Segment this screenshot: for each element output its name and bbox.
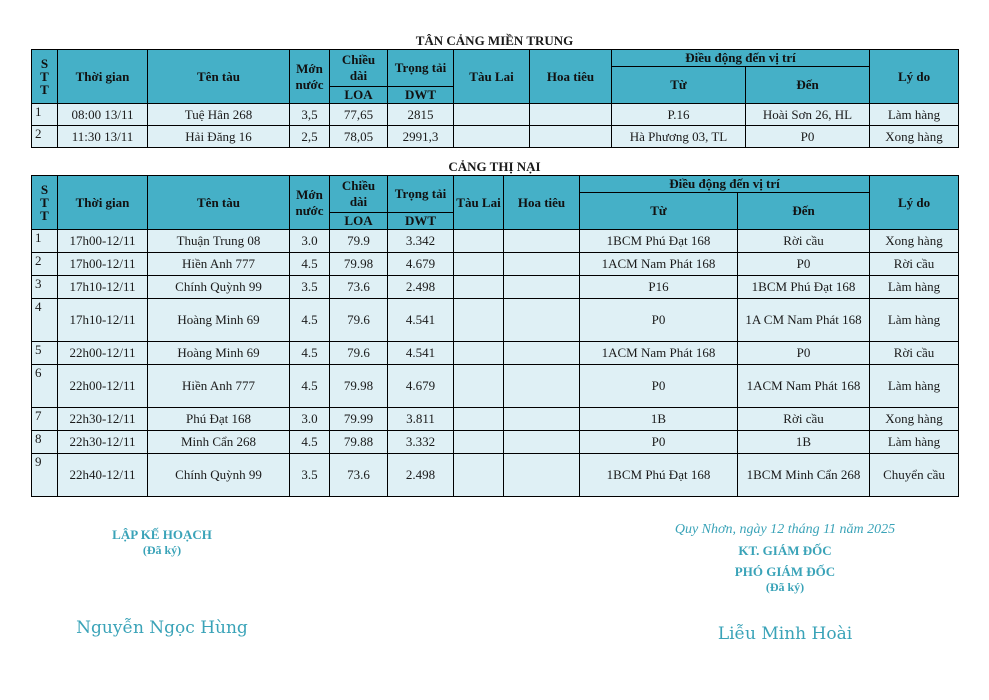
cell-reason: Làm hàng — [870, 299, 959, 342]
signature-right — [640, 522, 930, 644]
cell-reason: Xong hàng — [870, 230, 959, 253]
cell-ship: Tuệ Hân 268 — [148, 104, 290, 126]
signature-left-signed: (Đã ký) — [142, 543, 182, 557]
header-move: Điều động đến vị trí — [580, 176, 870, 193]
cell-pilot — [530, 126, 612, 148]
header-length: Chiều dài — [330, 50, 388, 87]
signature-left-name: Nguyễn Ngọc Hùng — [76, 618, 248, 638]
cell-draft: 4.5 — [290, 299, 330, 342]
cell-to: 1A CM Nam Phát 168 — [738, 299, 870, 342]
header-stt: S T T — [32, 176, 58, 230]
cell-time: 22h40-12/11 — [58, 454, 148, 497]
header-to: Đến — [746, 67, 870, 104]
header-ship: Tên tàu — [148, 50, 290, 104]
header-from: Từ — [612, 67, 746, 104]
cell-reason: Chuyển cầu — [870, 454, 959, 497]
cell-from: 1ACM Nam Phát 168 — [580, 253, 738, 276]
cell-dwt: 2.498 — [388, 454, 454, 497]
signature-right-signed: (Đã ký) — [765, 580, 805, 594]
cell-stt: 1 — [32, 104, 58, 126]
schedule-table-thi-nai — [31, 175, 959, 497]
cell-loa: 79.98 — [330, 253, 388, 276]
table-row — [32, 126, 959, 148]
cell-tug — [454, 454, 504, 497]
cell-time: 17h00-12/11 — [58, 253, 148, 276]
header-from: Từ — [580, 193, 738, 230]
cell-to: 1BCM Minh Cẩn 268 — [738, 454, 870, 497]
cell-ship: Minh Cẩn 268 — [148, 431, 290, 454]
cell-tug — [454, 431, 504, 454]
cell-stt: 6 — [32, 365, 58, 408]
cell-from: P0 — [580, 365, 738, 408]
cell-from: P.16 — [612, 104, 746, 126]
header-pilot: Hoa tiêu — [530, 50, 612, 104]
header-time: Thời gian — [58, 50, 148, 104]
cell-pilot — [504, 454, 580, 497]
cell-time: 22h30-12/11 — [58, 431, 148, 454]
cell-dwt: 2991,3 — [388, 126, 454, 148]
cell-from: 1BCM Phú Đạt 168 — [580, 230, 738, 253]
table-row — [32, 104, 959, 126]
cell-to: Rời cầu — [738, 230, 870, 253]
cell-reason: Rời cầu — [870, 342, 959, 365]
section-title-thi-nai: CẢNG THỊ NẠI — [448, 159, 541, 174]
cell-reason: Làm hàng — [870, 104, 959, 126]
header-length: Chiều dài — [330, 176, 388, 213]
cell-loa: 79.98 — [330, 365, 388, 408]
cell-reason: Làm hàng — [870, 276, 959, 299]
cell-tug — [454, 365, 504, 408]
signature-right-date: Quy Nhơn, ngày 12 tháng 11 năm 2025 — [674, 522, 896, 537]
cell-dwt: 4.541 — [388, 299, 454, 342]
cell-ship: Hoàng Minh 69 — [148, 342, 290, 365]
header-pilot: Hoa tiêu — [504, 176, 580, 230]
header-time: Thời gian — [58, 176, 148, 230]
table-body — [32, 230, 959, 497]
header-dwt: DWT — [388, 87, 454, 104]
cell-from: Hà Phương 03, TL — [612, 126, 746, 148]
cell-ship: Hiền Anh 777 — [148, 365, 290, 408]
signature-right-title2: PHÓ GIÁM ĐỐC — [734, 564, 836, 579]
cell-from: 1B — [580, 408, 738, 431]
cell-to: Rời cầu — [738, 408, 870, 431]
header-stt: S T T — [32, 50, 58, 104]
cell-reason: Làm hàng — [870, 365, 959, 408]
cell-tug — [454, 253, 504, 276]
header-reason: Lý do — [870, 50, 959, 104]
cell-time: 17h00-12/11 — [58, 230, 148, 253]
cell-stt: 8 — [32, 431, 58, 454]
cell-from: 1BCM Phú Đạt 168 — [580, 454, 738, 497]
table-row — [32, 408, 959, 431]
section-title-tan-cang: TÂN CẢNG MIỀN TRUNG — [415, 33, 574, 48]
cell-to: P0 — [738, 342, 870, 365]
cell-to: 1B — [738, 431, 870, 454]
cell-dwt: 4.679 — [388, 365, 454, 408]
cell-tug — [454, 276, 504, 299]
cell-dwt: 4.541 — [388, 342, 454, 365]
header-draft: Mớn nước — [290, 176, 330, 230]
cell-tug — [454, 342, 504, 365]
cell-dwt: 4.679 — [388, 253, 454, 276]
signature-left-title: LẬP KẾ HOẠCH — [112, 527, 212, 542]
cell-pilot — [504, 276, 580, 299]
header-tonnage: Trọng tải — [388, 176, 454, 213]
cell-tug — [454, 408, 504, 431]
header-tug: Tàu Lai — [454, 50, 530, 104]
cell-time: 11:30 13/11 — [58, 126, 148, 148]
table-row — [32, 454, 959, 497]
cell-stt: 7 — [32, 408, 58, 431]
cell-pilot — [504, 299, 580, 342]
header-loa: LOA — [330, 213, 388, 230]
cell-loa: 73.6 — [330, 276, 388, 299]
cell-pilot — [504, 365, 580, 408]
cell-dwt: 3.332 — [388, 431, 454, 454]
cell-to: Hoài Sơn 26, HL — [746, 104, 870, 126]
cell-stt: 9 — [32, 454, 58, 497]
cell-from: P0 — [580, 431, 738, 454]
cell-ship: Phú Đạt 168 — [148, 408, 290, 431]
cell-draft: 3,5 — [290, 104, 330, 126]
table-row — [32, 365, 959, 408]
cell-loa: 79.88 — [330, 431, 388, 454]
cell-time: 22h00-12/11 — [58, 365, 148, 408]
cell-ship: Hải Đăng 16 — [148, 126, 290, 148]
cell-loa: 79.6 — [330, 342, 388, 365]
cell-stt: 2 — [32, 126, 58, 148]
cell-draft: 4.5 — [290, 431, 330, 454]
table-body — [32, 104, 959, 148]
table-row — [32, 342, 959, 365]
table-row — [32, 299, 959, 342]
cell-pilot — [504, 408, 580, 431]
cell-draft: 4.5 — [290, 253, 330, 276]
cell-loa: 73.6 — [330, 454, 388, 497]
cell-tug — [454, 299, 504, 342]
cell-time: 08:00 13/11 — [58, 104, 148, 126]
cell-reason: Rời cầu — [870, 253, 959, 276]
header-tonnage: Trọng tải — [388, 50, 454, 87]
cell-pilot — [504, 431, 580, 454]
cell-draft: 4.5 — [290, 342, 330, 365]
header-loa: LOA — [330, 87, 388, 104]
cell-loa: 79.9 — [330, 230, 388, 253]
cell-dwt: 2.498 — [388, 276, 454, 299]
cell-from: 1ACM Nam Phát 168 — [580, 342, 738, 365]
cell-draft: 2,5 — [290, 126, 330, 148]
cell-draft: 3.5 — [290, 454, 330, 497]
cell-pilot — [504, 342, 580, 365]
header-dwt: DWT — [388, 213, 454, 230]
cell-stt: 5 — [32, 342, 58, 365]
cell-reason: Làm hàng — [870, 431, 959, 454]
cell-loa: 78,05 — [330, 126, 388, 148]
cell-draft: 3.0 — [290, 230, 330, 253]
cell-to: P0 — [738, 253, 870, 276]
cell-time: 22h30-12/11 — [58, 408, 148, 431]
cell-loa: 77,65 — [330, 104, 388, 126]
cell-stt: 2 — [32, 253, 58, 276]
cell-from: P0 — [580, 299, 738, 342]
cell-ship: Thuận Trung 08 — [148, 230, 290, 253]
cell-pilot — [530, 104, 612, 126]
cell-tug — [454, 230, 504, 253]
header-draft: Mớn nước — [290, 50, 330, 104]
schedule-table-tan-cang — [31, 49, 959, 148]
cell-stt: 4 — [32, 299, 58, 342]
cell-draft: 4.5 — [290, 365, 330, 408]
cell-ship: Hoàng Minh 69 — [148, 299, 290, 342]
table-row — [32, 253, 959, 276]
cell-from: P16 — [580, 276, 738, 299]
header-move: Điều động đến vị trí — [612, 50, 870, 67]
cell-ship: Hiền Anh 777 — [148, 253, 290, 276]
cell-ship: Chính Quỳnh 99 — [148, 276, 290, 299]
cell-loa: 79.6 — [330, 299, 388, 342]
signature-right-name: Liễu Minh Hoài — [717, 624, 853, 644]
table-row — [32, 230, 959, 253]
cell-time: 17h10-12/11 — [58, 299, 148, 342]
cell-to: 1BCM Phú Đạt 168 — [738, 276, 870, 299]
cell-pilot — [504, 253, 580, 276]
table-row — [32, 276, 959, 299]
header-tug: Tàu Lai — [454, 176, 504, 230]
cell-time: 17h10-12/11 — [58, 276, 148, 299]
header-to: Đến — [738, 193, 870, 230]
signature-right-title1: KT. GIÁM ĐỐC — [738, 543, 832, 558]
cell-dwt: 3.342 — [388, 230, 454, 253]
cell-tug — [454, 126, 530, 148]
header-reason: Lý do — [870, 176, 959, 230]
table-row — [32, 431, 959, 454]
cell-dwt: 2815 — [388, 104, 454, 126]
cell-dwt: 3.811 — [388, 408, 454, 431]
cell-draft: 3.5 — [290, 276, 330, 299]
cell-ship: Chính Quỳnh 99 — [148, 454, 290, 497]
signature-left — [62, 527, 262, 638]
cell-to: P0 — [746, 126, 870, 148]
cell-to: 1ACM Nam Phát 168 — [738, 365, 870, 408]
cell-loa: 79.99 — [330, 408, 388, 431]
cell-reason: Xong hàng — [870, 126, 959, 148]
cell-draft: 3.0 — [290, 408, 330, 431]
cell-stt: 3 — [32, 276, 58, 299]
cell-stt: 1 — [32, 230, 58, 253]
cell-reason: Xong hàng — [870, 408, 959, 431]
cell-pilot — [504, 230, 580, 253]
cell-time: 22h00-12/11 — [58, 342, 148, 365]
header-ship: Tên tàu — [148, 176, 290, 230]
cell-tug — [454, 104, 530, 126]
